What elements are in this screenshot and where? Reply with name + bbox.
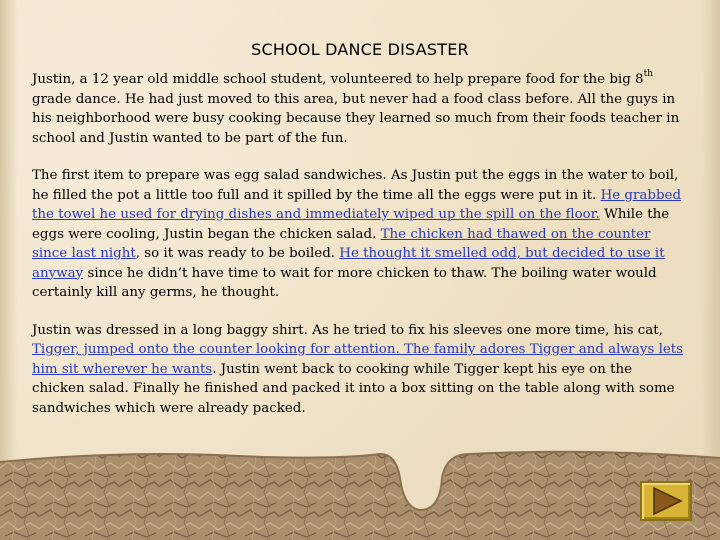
paragraph-3-text-1: Justin was dressed in a long baggy shirt. As he tried to fix his sleeves one more time, his cat, (32, 322, 663, 338)
story-text (32, 70, 688, 418)
paragraph-1 (32, 70, 688, 148)
ordinal-suffix: th (643, 68, 653, 79)
paragraph-3 (32, 321, 688, 419)
slide-title: SCHOOL DANCE DISASTER (251, 40, 469, 59)
paragraph-2-text-3: , so it was ready to be boiled. (135, 246, 340, 261)
paragraph-2-text-4: since he didn’t have time to wait for more chicken to thaw. The boiling water would certainly kill any germs, he thought. (32, 265, 657, 300)
link-tigger-counter[interactable]: Tigger, jumped onto the counter looking for attention. The family adores Tigger and always lets him sit wherever he wants (32, 342, 684, 377)
link-chicken-thawed[interactable]: The chicken had thawed on the counter since last night (32, 226, 651, 261)
play-triangle-icon (642, 483, 690, 519)
paragraph-3-text-2: . Justin went back to cooking while Tigger kept his eye on the chicken salad. Finally he finished and packed it into a box sitting on the table along with some sandwiches which were already packed. (32, 361, 675, 416)
crumpled-paper-border (0, 448, 720, 540)
paragraph-2-text-1: The first item to prepare was egg salad sandwiches. As Justin put the eggs in the water to boil, he filled the pot a little too full and it spilled by the time all the eggs were put in it. (32, 168, 679, 203)
next-slide-button[interactable] (640, 481, 692, 521)
paragraph-1-text-cont: grade dance. He had just moved to this area, but never had a food class before. All the guys in his neighborhood were busy cooking because they learned so much from their foods teacher in school and Justin wanted to be part of the fun. (32, 91, 680, 146)
paragraph-2-text-2: While the eggs were cooling, Justin began the chicken salad. (32, 207, 670, 242)
paragraph-2 (32, 166, 688, 303)
paragraph-1-text: Justin, a 12 year old middle school student, volunteered to help prepare food for the big 8 (32, 72, 644, 87)
link-towel[interactable]: He grabbed the towel he used for drying dishes and immediately wiped up the spill on the floor. (32, 187, 682, 222)
link-smelled-odd[interactable]: He thought it smelled odd, but decided to use it anyway (32, 246, 665, 281)
